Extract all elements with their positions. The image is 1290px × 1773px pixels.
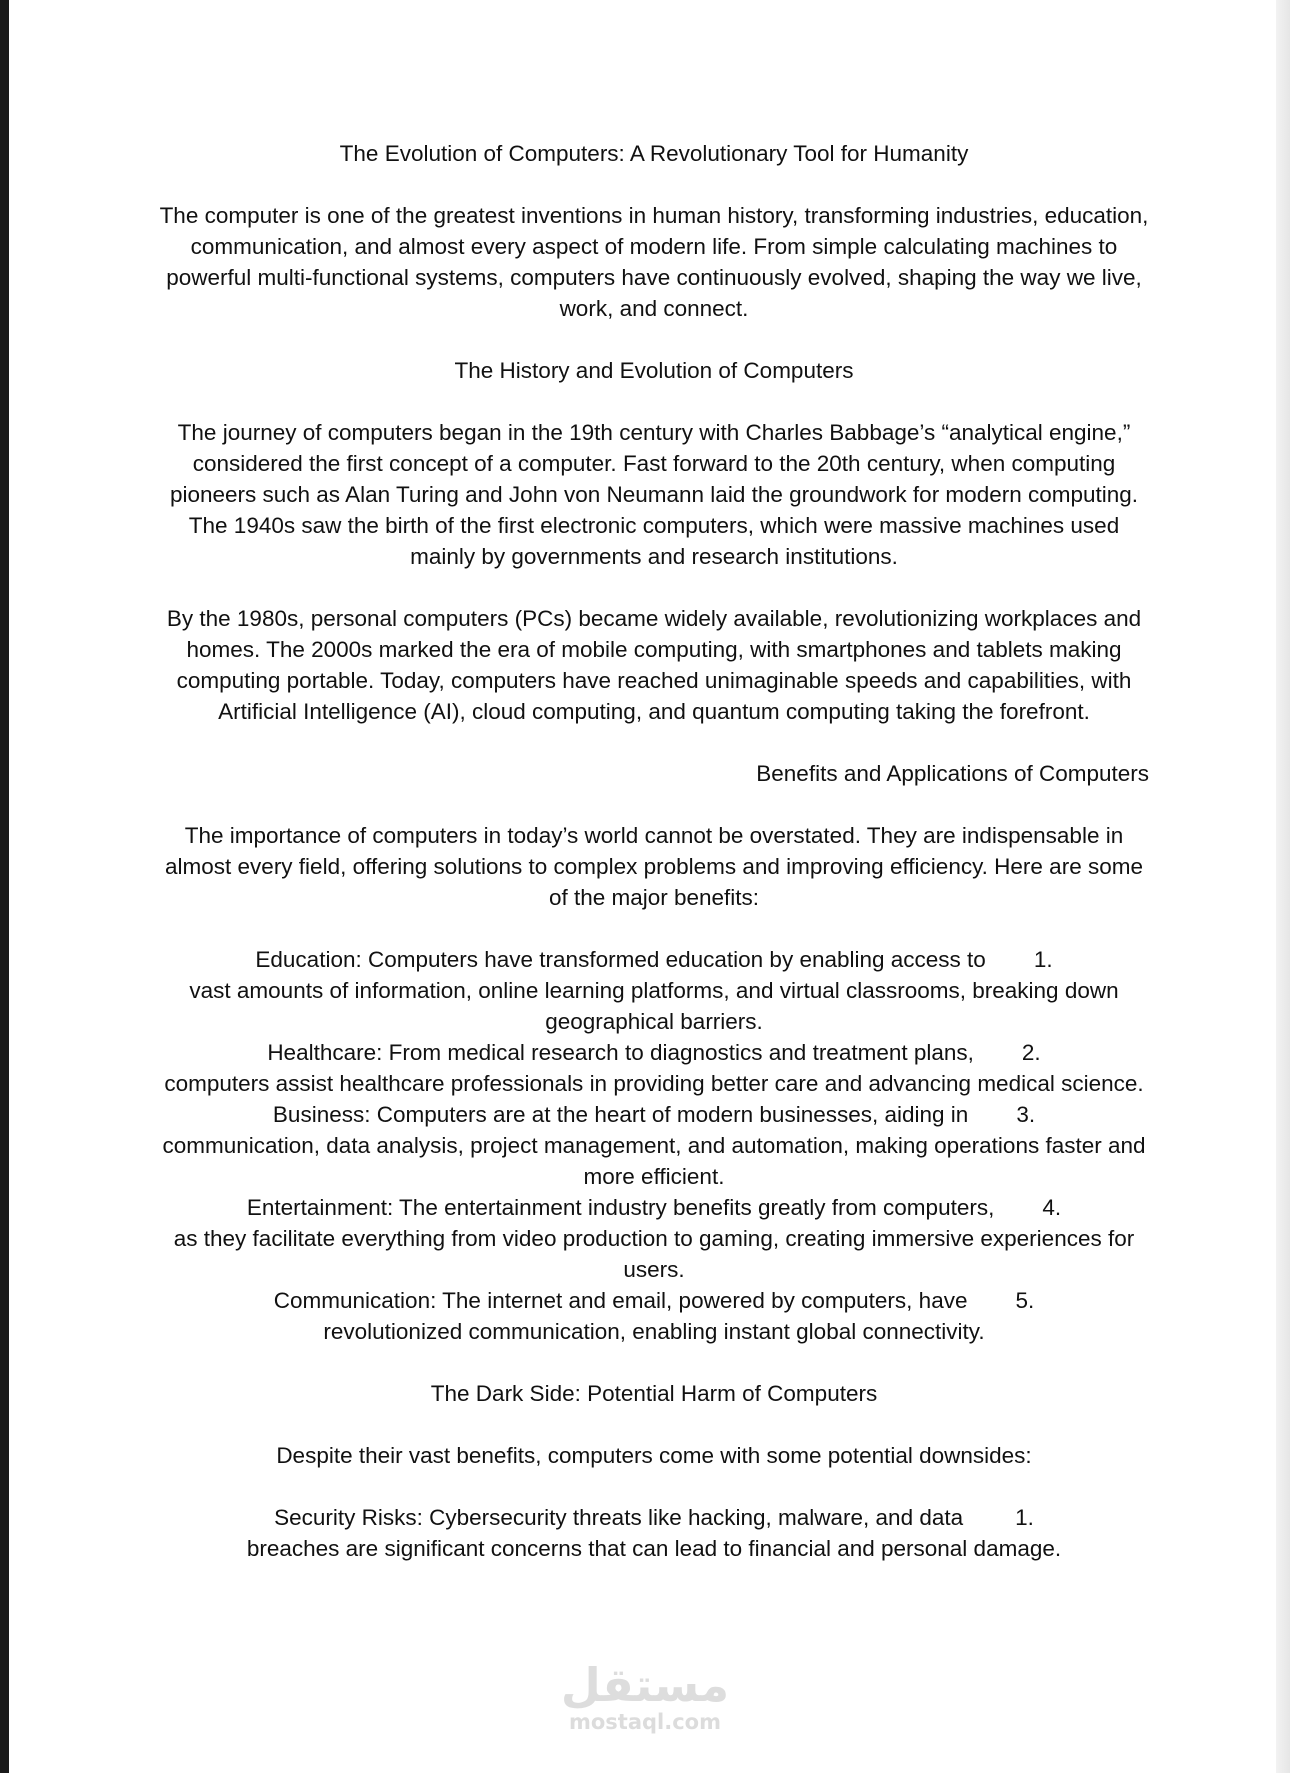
- list-item-number: 3.: [1016, 1102, 1036, 1127]
- list-item: [159, 1502, 1149, 1564]
- history-paragraph-2: By the 1980s, personal computers (PCs) became widely available, revolutionizing workplaces and homes. The 2000s marked the era of mobile computing, with smartphones and tablets making computing portable. Today, computers have reached unimaginable speeds and capabilities, with Artificial Intelligence (AI), cloud computing, and quantum computing taking the forefront.: [166, 606, 1142, 724]
- history-heading: The History and Evolution of Computers: [454, 358, 854, 383]
- watermark-logo: مستقل: [560, 1658, 730, 1712]
- benefits-list: [159, 944, 1149, 1347]
- harms-heading: The Dark Side: Potential Harm of Computers: [430, 1381, 878, 1406]
- list-item-lead: Business: Computers are at the heart of modern businesses, aiding in: [272, 1102, 969, 1127]
- list-item-lead: Communication: The internet and email, powered by computers, have: [273, 1288, 968, 1313]
- list-item-text: computers assist healthcare professionals in providing better care and advancing medical science.: [164, 1071, 1144, 1096]
- list-item-text: vast amounts of information, online learning platforms, and virtual classrooms, breaking down geographical barriers.: [189, 978, 1119, 1034]
- benefits-heading: Benefits and Applications of Computers: [756, 761, 1149, 786]
- list-item-text: revolutionized communication, enabling instant global connectivity.: [323, 1319, 985, 1344]
- list-item-lead: Entertainment: The entertainment industry benefits greatly from computers,: [246, 1195, 995, 1220]
- list-item: [159, 944, 1149, 1037]
- harms-intro: Despite their vast benefits, computers come with some potential downsides:: [276, 1443, 1032, 1468]
- list-item: [159, 1192, 1149, 1285]
- right-edge: [1276, 0, 1290, 1773]
- list-item: [159, 1099, 1149, 1192]
- list-item-number: 1.: [1015, 1505, 1034, 1530]
- harms-list: [159, 1502, 1149, 1564]
- watermark-site: mostaql.com: [569, 1710, 721, 1734]
- left-edge: [0, 0, 9, 1773]
- list-item-lead: Healthcare: From medical research to diagnostics and treatment plans,: [267, 1040, 974, 1065]
- list-item-text: communication, data analysis, project management, and automation, making operations faster and more efficient.: [162, 1133, 1146, 1189]
- list-item: [159, 1037, 1149, 1099]
- watermark: [0, 1660, 1290, 1734]
- benefits-intro: The importance of computers in today’s world cannot be overstated. They are indispensable in almost every field, offering solutions to complex problems and improving efficiency. Here are some of the major benefits:: [165, 823, 1143, 910]
- intro-paragraph: The computer is one of the greatest inventions in human history, transforming industries, education, communication, and almost every aspect of modern life. From simple calculating machines to powerful multi-functional systems, computers have continuously evolved, shaping the way we live, work, and connect.: [159, 203, 1149, 321]
- history-paragraph-1: The journey of computers began in the 19th century with Charles Babbage’s “analytical engine,” considered the first concept of a computer. Fast forward to the 20th century, when computing pioneers such as Alan Turing and John von Neumann laid the groundwork for modern computing. The 1940s saw the birth of the first electronic computers, which were massive machines used mainly by governments and research institutions.: [169, 420, 1139, 569]
- list-item-number: 2.: [1021, 1040, 1041, 1065]
- list-item: [159, 1285, 1149, 1347]
- list-item-lead: Education: Computers have transformed education by enabling access to: [255, 947, 986, 972]
- list-item-text: as they facilitate everything from video production to gaming, creating immersive experiences for users.: [173, 1226, 1135, 1282]
- list-item-number: 1.: [1033, 947, 1053, 972]
- document-page: [9, 0, 1276, 1773]
- list-item-number: 5.: [1015, 1288, 1035, 1313]
- list-item-text: breaches are significant concerns that can lead to financial and personal damage.: [246, 1536, 1062, 1561]
- list-item-lead: Security Risks: Cybersecurity threats like hacking, malware, and data: [274, 1505, 964, 1530]
- document-title: The Evolution of Computers: A Revolutionary Tool for Humanity: [339, 141, 969, 166]
- document-body: [159, 138, 1149, 1595]
- list-item-number: 4.: [1042, 1195, 1062, 1220]
